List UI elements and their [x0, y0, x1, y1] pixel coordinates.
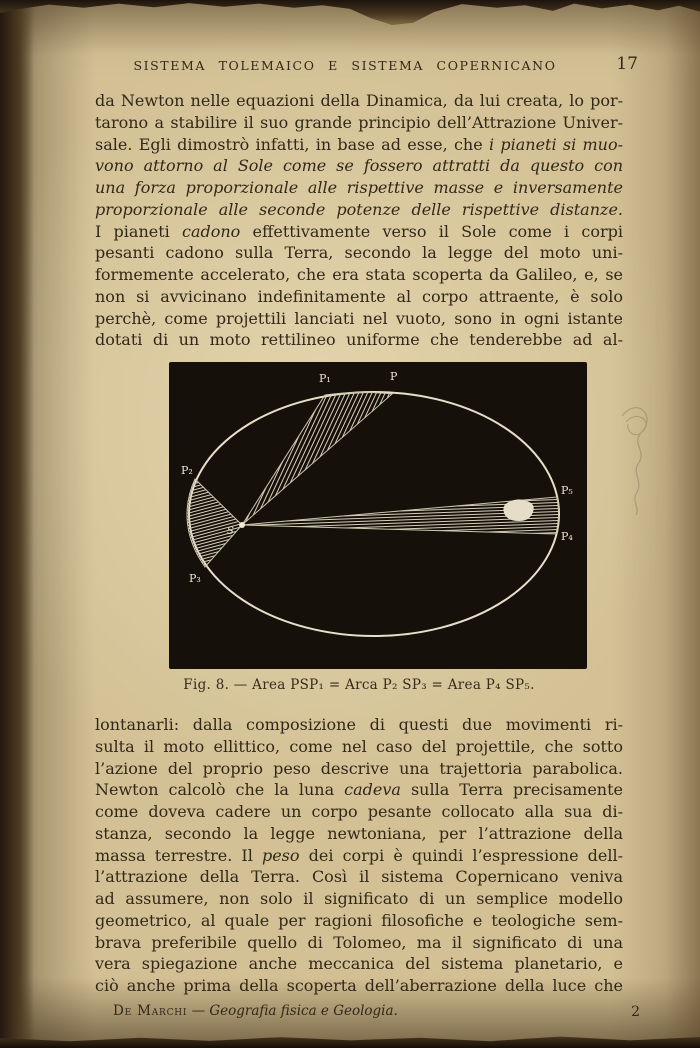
text-line: una forza proporzionale alle rispettive masse e inversamente [95, 178, 623, 197]
torn-top-edge [0, 0, 700, 26]
text-line: massa terrestre. Il peso dei corpi è quindi l’espressione dell- [95, 845, 623, 865]
text-line: l’attrazione della Terra. Così il sistema Copernicano veniva [95, 867, 623, 887]
text-line: ad assumere, non solo il significato di un semplice modello [95, 889, 623, 908]
text-line: formemente accelerato, che era stata scoperta da Galileo, e, se [95, 265, 623, 284]
text-line: geometrico, al quale per ragioni filosofiche e teologiche sem- [95, 910, 623, 930]
orbit-diagram [169, 362, 587, 669]
figure-caption: Fig. 8. — Area PSP₁ = Arca P₂ SP₃ = Area P₄ SP₅. [183, 677, 535, 693]
page-number-top: 17 [616, 54, 638, 74]
text-line: I pianeti cadono effettivamente verso il Sole come i corpi [95, 221, 623, 241]
bottom-page-edge [0, 1031, 700, 1048]
text-line: sulta il moto ellittico, come nel caso del projettile, che sotto [95, 736, 623, 756]
page-footer [95, 1003, 625, 1019]
label-p1: P₁ [319, 372, 331, 385]
label-s: S [227, 526, 234, 537]
sun-point [239, 522, 245, 528]
footer-author: De Marchi [113, 1003, 188, 1019]
text-line: stanza, secondo la legge newtoniana, per l’attrazione della [95, 823, 623, 843]
text-line: dotati di un moto rettilineo uniforme che tenderebbe ad al- [95, 330, 623, 350]
text-line: lontanarli: dalla composizione di questi due movimenti ri- [95, 715, 623, 734]
body-paragraph-2 [95, 714, 623, 997]
text-line: da Newton nelle equazioni della Dinamica, da lui creata, lo por- [95, 91, 623, 110]
ink-blot [503, 499, 533, 521]
pencil-scribble [608, 398, 670, 518]
text-line: brava preferibile quello di Tolomeo, ma il significato di una [95, 932, 623, 952]
figure-8 [169, 362, 587, 669]
text-line: proporzionale alle seconde potenze delle rispettive distanze. [95, 199, 623, 219]
body-paragraph-1 [95, 90, 623, 351]
text-line: sale. Egli dimostrò infatti, in base ad esse, che i pianeti si muo- [95, 134, 624, 154]
label-p4: P₄ [561, 530, 573, 543]
label-p: P [390, 370, 398, 383]
text-line: come doveva cadere un corpo pesante collocato alla sua di- [95, 802, 623, 821]
running-header: SISTEMA TOLEMAICO E SISTEMA COPERNICANO [133, 58, 557, 73]
text-line: vera spiegazione anche meccanica del sistema planetario, e [95, 954, 623, 974]
label-p3: P₃ [189, 572, 201, 585]
book-spine-shadow [0, 0, 34, 1048]
text-line: tarono a stabilire il suo grande principio dell’Attrazione Univer- [95, 112, 623, 132]
footer-dash: — [191, 1003, 206, 1019]
label-p5: P₅ [561, 484, 573, 497]
text-line: ciò anche prima della scoperta dell’aberrazione della luce che [95, 976, 623, 995]
footer-work-title: Geografia fisica e Geologia. [209, 1003, 398, 1019]
text-line: perchè, come projettili lanciati nel vuoto, sono in ogni istante [95, 308, 623, 328]
page-number-bottom: 2 [631, 1004, 640, 1020]
text-line: l’azione del proprio peso descrive una trajettoria parabolica. [95, 758, 623, 778]
text-line: non si avvicinano indefinitamente al corpo attraente, è solo [95, 286, 623, 306]
label-p2: P₂ [181, 464, 193, 477]
text-line: vono attorno al Sole come se fossero attratti da questo con [95, 156, 623, 176]
text-line: pesanti cadono sulla Terra, secondo la legge del moto uni- [95, 243, 623, 263]
text-line: Newton calcolò che la luna cadeva sulla Terra precisamente [95, 780, 624, 800]
